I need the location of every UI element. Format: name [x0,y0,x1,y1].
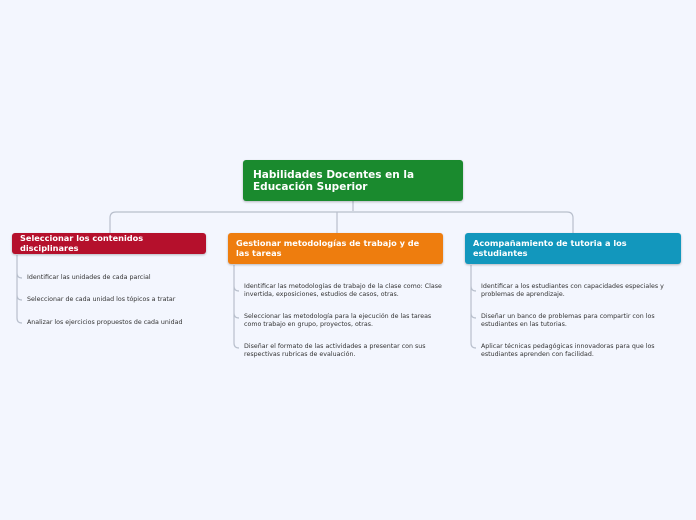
leaf-item[interactable] [244,313,436,329]
leaf-item[interactable] [27,296,217,304]
branch-topic-label: Acompañamiento de tutoria a los estudiantes [473,238,627,258]
leaf-item-label: Identificar las unidades de cada parcial [27,274,151,281]
leaf-item[interactable] [244,343,434,359]
leaf-item-label: Identificar las metodologías de trabajo de la clase como: Clase invertida, exposiciones, estudios de casos, otras. [244,283,442,299]
branch-topic-tutoria[interactable] [465,233,681,264]
leaf-item[interactable] [27,319,217,327]
leaf-item[interactable] [481,343,661,359]
branch-topic-metodologias[interactable] [228,233,443,264]
leaf-item[interactable] [244,283,444,299]
leaf-item-label: Diseñar el formato de las actividades a presentar con sus respectivas rubricas de evaluación. [244,343,426,359]
root-connector [110,201,573,233]
branch-topic-label: Seleccionar los contenidos disciplinares [20,233,144,253]
leaf-item[interactable] [481,283,667,299]
branch-1-connector [17,255,22,323]
leaf-item-label: Seleccionar las metodología para la ejecución de las tareas como trabajo en grupo, proyectos, otras. [244,313,432,329]
root-topic[interactable] [243,160,463,201]
branch-topic-label: Gestionar metodologías de trabajo y de las tareas [236,238,420,258]
root-topic-label: Habilidades Docentes en la Educación Superior [253,168,415,193]
leaf-item-label: Analizar los ejercicios propuestos de cada unidad [27,319,183,326]
branch-topic-contenidos[interactable] [12,233,206,254]
leaf-item-label: Aplicar técnicas pedagógicas innovadoras para que los estudiantes aprenden con facilidad. [481,343,655,359]
leaf-item[interactable] [27,274,217,282]
leaf-item[interactable] [481,313,659,329]
leaf-item-label: Seleccionar de cada unidad los tópicos a tratar [27,296,176,303]
branch-3-connector [471,265,476,348]
branch-2-connector [234,265,239,348]
leaf-item-label: Diseñar un banco de problemas para compartir con los estudiantes en las tutorias. [481,313,655,329]
leaf-item-label: Identificar a los estudiantes con capacidades especiales y problemas de aprendizaje. [481,283,664,299]
